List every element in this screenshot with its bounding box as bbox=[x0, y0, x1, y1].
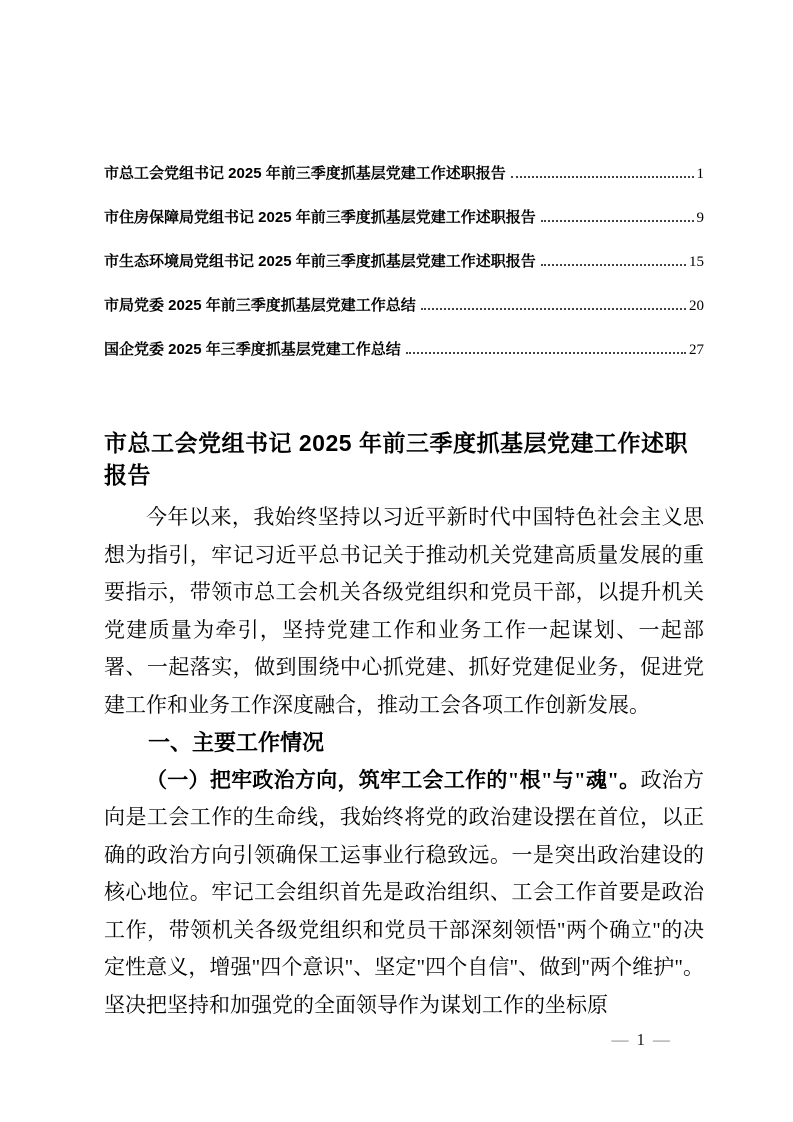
article-body bbox=[104, 499, 704, 1024]
toc-page-number: 1 bbox=[696, 166, 704, 182]
toc-entry-title: 市住房保障局党组书记 2025 年前三季度抓基层党建工作述职报告 bbox=[104, 209, 536, 226]
paragraph-lead-in: （一）把牢政治方向，筑牢工会工作的"根"与"魂"。 bbox=[146, 767, 641, 792]
intro-paragraph: 今年以来，我始终坚持以习近平新时代中国特色社会主义思想为指引，牢记习近平总书记关于推动机关党建高质量发展的重要指示，带领市总工会机关各级党组织和党员干部，以提升机关党建质量为牵引，坚持党建工作和业务工作一起谋划、一起部署、一起落实，做到围绕中心抓党建、抓好党建促业务，促进党建工作和业务工作深度融合，推动工会各项工作创新发展。 bbox=[104, 505, 704, 717]
footer-page-number: 1 bbox=[636, 1030, 645, 1049]
toc-page-number: 20 bbox=[689, 298, 704, 314]
toc-entry[interactable] bbox=[104, 284, 704, 328]
page-number-footer bbox=[104, 1028, 704, 1052]
toc-entry-title: 市生态环境局党组书记 2025 年前三季度抓基层党建工作述职报告 bbox=[104, 253, 536, 270]
toc-page-number: 9 bbox=[696, 210, 704, 226]
toc-entry-title: 国企党委 2025 年三季度抓基层党建工作总结 bbox=[104, 341, 401, 358]
toc-page-number: 15 bbox=[689, 254, 704, 270]
table-of-contents bbox=[104, 152, 704, 372]
footer-right-dash: — bbox=[653, 1030, 670, 1049]
toc-entry[interactable] bbox=[104, 240, 704, 284]
article-title: 市总工会党组书记 2025 年前三季度抓基层党建工作述职报告 bbox=[104, 430, 688, 489]
footer-left-dash: — bbox=[611, 1030, 629, 1049]
section-heading: 一、主要工作情况 bbox=[148, 730, 325, 755]
toc-dot-leader bbox=[406, 352, 686, 354]
toc-dot-leader bbox=[421, 308, 686, 310]
toc-page-number: 27 bbox=[689, 342, 704, 358]
toc-dot-leader bbox=[541, 220, 694, 222]
toc-entry-title: 市局党委 2025 年前三季度抓基层党建工作总结 bbox=[104, 297, 416, 314]
toc-entry[interactable] bbox=[104, 196, 704, 240]
toc-entry-title: 市总工会党组书记 2025 年前三季度抓基层党建工作述职报告 bbox=[104, 165, 506, 182]
toc-entry[interactable] bbox=[104, 152, 704, 196]
toc-entry[interactable] bbox=[104, 328, 704, 372]
section-paragraph bbox=[104, 762, 704, 1025]
paragraph-text: 政治方向是工会工作的生命线，我始终将党的政治建设摆在首位，以正确的政治方向引领确保工运事业行稳致远。一是突出政治建设的核心地位。牢记工会组织首先是政治组织、工会工作首要是政治工作，带领机关各级党组织和党员干部深刻领悟"两个确立"的决定性意义，增强"四个意识"、坚定"四个自信"、做到"两个维护"。坚决把坚持和加强党的全面领导作为谋划工作的坐标原 bbox=[104, 767, 704, 1017]
toc-dot-leader bbox=[541, 264, 686, 266]
toc-dot-leader bbox=[511, 176, 694, 178]
